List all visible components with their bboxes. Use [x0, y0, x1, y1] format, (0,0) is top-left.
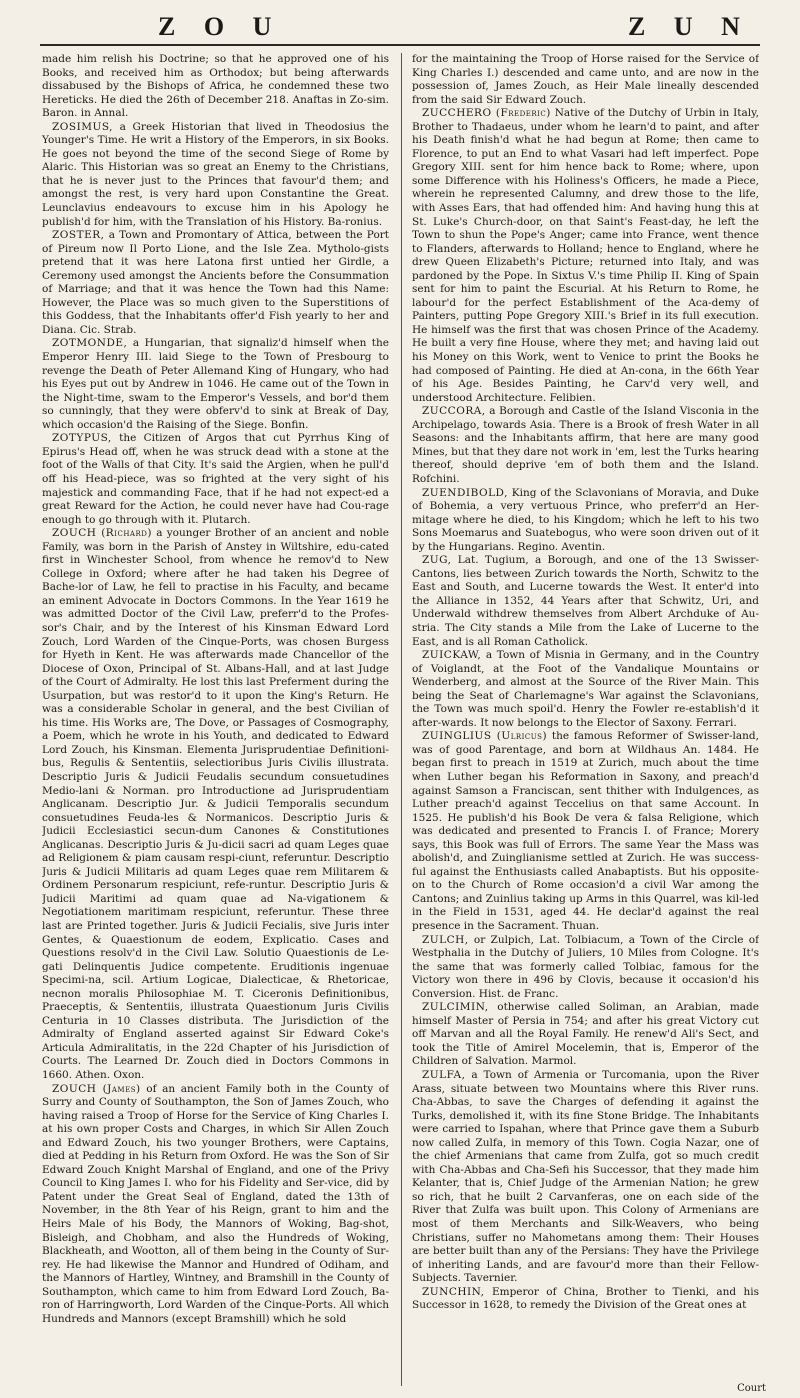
entry: [412, 405, 759, 486]
entry-headword: ZULCH,: [422, 933, 469, 946]
entry: [412, 934, 759, 1002]
entry: [42, 1083, 389, 1327]
entry-text: or Zulpich, Lat. Tolbiacum, a Town of the Circle of Westphalia in the Dutchy of Juliers, 10 Miles from Cologne. It's the same that was formerly called Tolbiac, famous for the Victory won there in 496 by Clovis, because it occasion'd his Conversion. Hist. de Franc.: [412, 933, 759, 1000]
header-left: Z O U: [158, 12, 283, 41]
entry-headword: ZUINGLIUS (Ulricus): [422, 730, 548, 743]
header-rule: [40, 44, 760, 46]
entry: [412, 730, 759, 933]
entry: [412, 554, 759, 649]
entry-headword: ZUICKAW,: [422, 649, 482, 662]
entry-text: a Greek Historian that lived in Theodosius the Younger's Time. He writ a History of the Emperors, in six Books. He goes not beyond the time of the second Siege of Rome by Alaric. This Historian was so great an Enemy to the Christians, that he is never just to the Princes that favour'd them; and amongst the rest, is very hard upon Constantine the Great. Leunclavius endeavours to excuse him in his Apology he publish'd for him, with the Translation of his History. Ba-ronius.: [42, 120, 389, 228]
entry-text: King of the Sclavonians of Moravia, and Duke of Bohemia, a very vertuous Prince, who preferr'd an Her-mitage where he died, to his Kingdom; which he left to his two Sons Moemarus and Suatebogus, who were soon driven out of it by the Hungarians. Regino. Aventin.: [412, 486, 759, 553]
entry-headword: ZULFA,: [422, 1069, 466, 1082]
entry: [42, 527, 389, 1082]
entry-text: a Town of Armenia or Turcomania, upon the River Arass, situate between two Mountains where this River runs. Cha-Abbas, to save the Charges of defending it against the Turks, demolished it, with its fine Stone Bridge. The Inhabitants were carried to Ispahan, where that Prince gave them a Suburb now called Zulfa, in memory of this Town. Cogia Nazar, one of the chief Armenians that came from Zulfa, got so much credit with Cha-Abbas and Cha-Sefi his Successor, that they made him Kelanter, that is, Chief Judge of the Armenian Nation; he grew so rich, that he built 2 Carvanferas, one on each side of the River that Zulfa was built upon. This Colony of Armenians are most of them Merchants and Silk-Weavers, who being Christians, suffer no Mahometans among them: Their Houses are better built than any of the Persians: They have the Privilege of inheriting Lands, and are favour'd more than their Fellow-Subjects. Tavernier.: [412, 1069, 759, 1285]
left-column: [42, 53, 389, 1392]
entry-text: made him relish his Doctrine; so that he approved one of his Books, and received him as Orthodox; but being afterwards dissabused by the Bishops of Africa, he condemned these two Hereticks. He died the 26th of December 218. Anaftas in Zo-sim. Baron. in Annal.: [42, 53, 389, 120]
entry-text: of an ancient Family both in the County of Surry and County of Southampton, the Son of James Zouch, who having raised a Troop of Horse for the Service of King Charles I. at his own proper Costs and Charges, in which Sir Allen Zouch and Edward Zouch, his two younger Brothers, were Captains, died at Pedding in his Return from Oxford. He was the Son of Sir Edward Zouch Knight Marshal of England, and one of the Privy Council to King James I. who for his Fidelity and Ser-vice, did by Patent under the Great Seal of England, dated the 13th of November, in the 8th Year of his Reign, grant to him and the Heirs Male of his Body, the Mannors of Woking, Bag-shot, Bisleigh, and Chobham, and also the Hundreds of Woking, Blackheath, and Wootton, all of them being in the County of Sur-rey. He had likewise the Mannor and Hundred of Odiham, and the Mannors of Hartley, Wintney, and Bramshill in the County of Southampton, which came to him from Edward Lord Zouch, Ba-ron of Harringworth, Lord Warden of the Cinque-Ports. All which Hundreds and Mannors (except Bramshill) which he sold: [42, 1082, 389, 1325]
entry: [42, 432, 389, 527]
entry: [42, 229, 389, 337]
running-header: [40, 6, 760, 46]
entry-text: a Town and Promontary of Attica, between the Port of Pireum now Il Porto Lione, and the Isle Zea. Mytholo-gists pretend that it was here Latona first untied her Girdle, a Ceremony used amongst the Ancients before the Consummation of Marriage; and that it was hence the Town had this Name: However, the Place was so much given to the Superstitions of this Goddess, that the Inhabitants offer'd Fish yearly to her and Diana. Cic. Strab.: [42, 229, 389, 336]
entry-headword: ZULCIMIN,: [422, 1001, 489, 1014]
entry-text: Native of the Dutchy of Urbin in Italy, Brother to Thadaeus, under whom he learn'd to paint, and after his Death finish'd what he had begun at Rome; then came to Florence, to put an End to what Vasari had left imperfect. Pope Gregory XIII. sent for him hence back to Rome; where, upon some Difference with his Holiness's Officers, he made a Piece, wherein he represented Calumny, and drew those to the life, with Asses Ears, that had offended him: And having hung this at St. Luke's Church-door, on that Saint's Feast-day, he left the Town to shun the Pope's Anger; came into France, went thence to Flanders, afterwards to Holland; hence to England, where he drew Queen Elizabeth's Picture; returned into Italy, and was pardoned by the Pope. In Sixtus V.'s time Philip II. King of Spain sent for him to paint the Escurial. At his Return to Rome, he labour'd for the perfect Establishment of the Aca-demy of Painters, putting Pope Gregory XIII.'s Brief in its full execution. He himself was the first that was chosen Prince of the Academy. He built a very fine House, where they met; and having laid out his Money on this Work, went to Venice to print the Books he had composed of Painting. He died at An-cona, in the 66th Year of his Age. Besides Painting, he Carv'd very well, and understood Architecture. Felibien.: [412, 107, 759, 404]
entry-text: the Citizen of Argos that cut Pyrrhus King of Epirus's Head off, when he was struck dead with a stone at the foot of the Walls of that City. It's said the Argien, when he pull'd off his Head-piece, was so frighted at the very sight of his majestick and commanding Face, that if he had not expect-ed a great Reward for the Action, he could never have had Cou-rage enough to go through with it. Plutarch.: [42, 432, 389, 526]
entry: [412, 53, 759, 107]
entry: [412, 107, 759, 405]
entry: [412, 1001, 759, 1069]
entry-text: otherwise called Soliman, an Arabian, made himself Master of Persia in 754; and after his great Victory cut off Marvan and all the Royal Family. He renew'd Ali's Sect, and took the Title of Amirel Mocelemin, that is, Emperor of the Children of Salvation. Marmol.: [412, 1001, 759, 1068]
right-column: [412, 53, 759, 1392]
entry: [42, 53, 389, 121]
entry-headword: ZUENDIBOLD,: [422, 486, 508, 499]
entry-text: Emperor of China, Brother to Tienki, and his Successor in 1628, to remedy the Division of the Great ones at: [412, 1285, 759, 1312]
catchword: Court: [737, 1383, 766, 1394]
entry: [412, 1286, 759, 1313]
entry: [412, 487, 759, 555]
entry-headword: ZUCCORA,: [422, 405, 486, 418]
entry-text: for the maintaining the Troop of Horse raised for the Service of King Charles I.) descended and came unto, and are now in the possession of, James Zouch, as Heir Male lineally descended from the said Sir Edward Zouch.: [412, 53, 759, 106]
entry-headword: ZOTMONDE,: [52, 337, 128, 350]
entry-headword: ZOTYPUS,: [52, 432, 112, 445]
header-right: Z U N: [628, 12, 751, 41]
entry-text: a Town of Misnia in Germany, and in the Country of Voiglandt, at the Foot of the Vandalique Mountains or Wenderberg, and almost at the Source of the River Main. This being the Seat of Charlemagne's War against the Sclavonians, the Town was much spoil'd. Henry the Fowler re-establish'd it after-wards. It now belongs to the Elector of Saxony. Ferrari.: [412, 649, 759, 729]
entry-headword: ZOSTER,: [52, 229, 105, 242]
entry-text: a younger Brother of an ancient and noble Family, was born in the Parish of Anstey in Wiltshire, edu-cated first in Winchester School, from whence he remov'd to New College in Oxford; where after he had taken his Degree of Bache-lor of Law, he fell to practise in his Faculty, and became an eminent Advocate in Doctors Commons. In the Year 1619 he was admitted Doctor of the Civil Law, preferr'd to the Profes-sor's Chair, and by the Interest of his Kinsman Edward Lord Zouch, Lord Warden of the Cinque-Ports, was chosen Burgess for Hyeth in Kent. He was afterwards made Chancellor of the Diocese of Oxon, Principal of St. Albans-Hall, and at last Judge of the Court of Admiralty. He lost this last Preferment during the Usurpation, but was restor'd to it upon the King's Return. He was a considerable Scholar in general, and the best Civilian of his time. His Works are, The Dove, or Passages of Cosmography, a Poem, which he wrote in his Youth, and dedicated to Edward Lord Zouch, his Kinsman. Elementa Jurisprudentiae Definitioni-bus, Regulis & Sententiis, selectioribus Juris Civilis illustrata. Descriptio Juris & Judicii Feudalis secundum consuetudines Medio-lani & Norman. pro Introductione ad Jurisprudentiam Anglicanam. Descriptio Jur. & Judicii Temporalis secundum consuetudines Feuda-les & Normanicos. Descriptio Juris & Judicii Ecclesiastici secun-dum Canones & Constitutiones Anglicanas. Descriptio Juris & Ju-dicii sacri ad quam Leges quae ad Religionem & piam causam respi-ciunt, referuntur. Descriptio Juris & Judicii Militaris ad quam Leges quae rem Militarem & Ordinem Personarum respiciunt, refe-runtur. Descriptio Juris & Judicii Maritimi ad quam quae ad Na-vigationem & Negotiationem maritimam respiciunt, referuntur. These three last are Printed together. Juris & Judicii Fecialis, sive Juris inter Gentes, & Quaestionum de eodem, Explicatio. Cases and Questions resolv'd in the Civil Law. Solutio Quaestionis de Le-gati Delinquentis Judice competente. Eruditionis ingenuae Specimi-na, scil. Artium Logicae, Dialecticae, & Rhetoricae, necnon moralis Philosophiae M. T. Ciceronis Definitionibus, Praeceptis, & Sententiis, illustrata Quaestionum Juris Civilis Centuria in 10 Classes distributa. The Jurisdiction of the Admiralty of England asserted against Sir Edward Coke's Articula Admiralitatis, in the 22d Chapter of his Jurisdiction of Courts. The Learned Dr. Zouch died in Doctors Commons in 1660. Athen. Oxon.: [42, 527, 389, 1082]
entry-headword: ZUCCHERO (Frederic): [422, 107, 551, 120]
column-divider: [401, 53, 402, 1386]
entry-headword: ZUG,: [422, 554, 452, 567]
entry-headword: ZUNCHIN,: [422, 1285, 485, 1298]
entry-text: Lat. Tugium, a Borough, and one of the 13 Swisser-Cantons, lies between Zurich towards the North, Schwitz to the East and South, and Lucerne towards the West. It enter'd into the Alliance in 1352, 44 Years after that Schwitz, Uri, and Underwald withdrew themselves from Albert Archduke of Au-stria. The City stands a Mile from the Lake of Lucerne to the East, and is all Roman Catholick.: [412, 554, 759, 648]
entry-text: a Hungarian, that signaliz'd himself when the Emperor Henry III. laid Siege to the Town of Presbourg to revenge the Death of Peter Allemand King of Hungary, who had his Eyes put out by Andrew in 1046. He came out of the Town in the Night-time, swam to the Emperor's Vessels, and bor'd them so cunningly, that they were obferv'd to sink at Break of Day, which occasion'd the Raising of the Siege. Bonfin.: [42, 337, 389, 431]
entry: [42, 337, 389, 432]
entry-headword: ZOUCH (James): [52, 1082, 141, 1095]
entry: [412, 649, 759, 730]
entry-headword: ZOUCH (Richard): [52, 527, 152, 540]
entry-text: a Borough and Castle of the Island Visconia in the Archipelago, towards Asia. There is a Brook of fresh Water in all Seasons: and the Inhabitants affirm, that here are many good Mines, but that they dare not work in 'em, lest the Turks hearing thereof, should deprive 'em of both them and the Island. Rofchini.: [412, 405, 759, 485]
entry: [42, 121, 389, 229]
entry-text: the famous Reformer of Swisser-land, was of good Parentage, and born at Wildhaus An. 1484. He began first to preach in 1519 at Zurich, much about the time when Luther began his Reformation in Saxony, and preach'd against Samson a Franciscan, sent thither with Indulgences, as Luther preach'd against Teccelius on that same Account. In 1525. He publish'd his Book De vera & falsa Religione, which was dedicated and presented to Francis I. of France; Morery says, this Book was full of Errors. The same Year the Mass was abolish'd, and Zuinglianisme settled at Zurich. He was success-ful against the Enthusiasts called Anabaptists. But his opposite-on to the Church of Rome occasion'd a civil War among the Cantons; and Zuinlius taking up Arms in this Quarrel, was kil-led in the Field in 1531, aged 44. He declar'd against the real presence in the Sacrament. Thuan.: [412, 730, 759, 932]
entry: [412, 1069, 759, 1286]
entry-headword: ZOSIMUS,: [52, 120, 114, 133]
